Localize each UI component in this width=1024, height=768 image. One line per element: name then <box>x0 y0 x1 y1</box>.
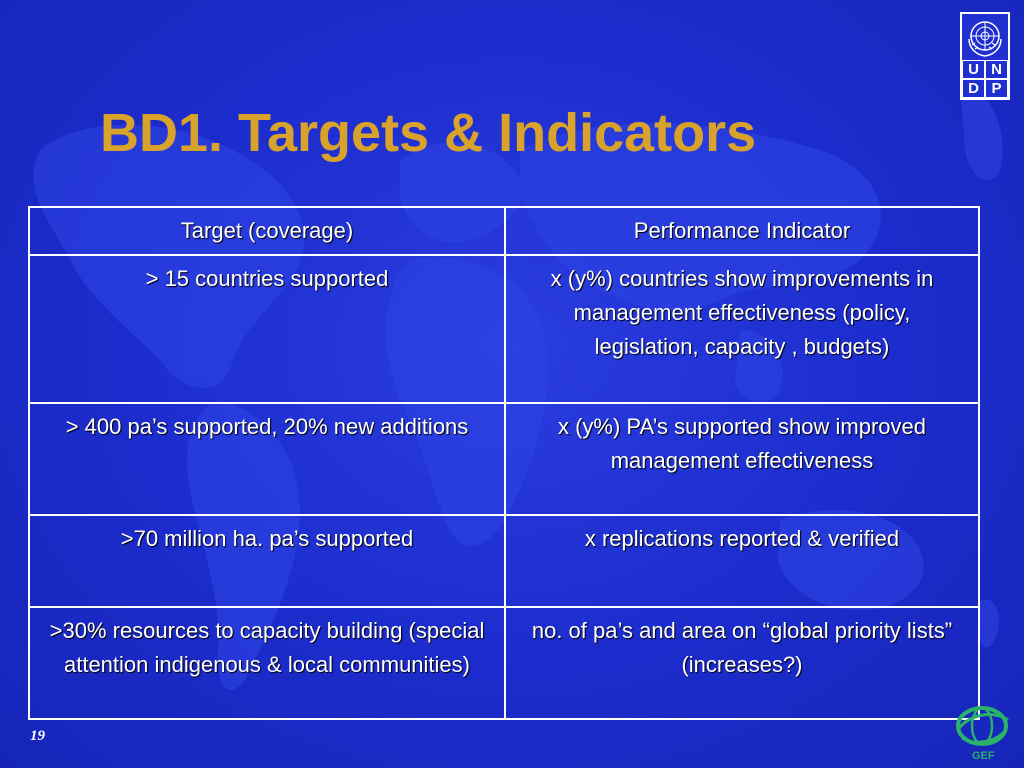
table-row <box>29 515 979 607</box>
indicator-cell: no. of pa’s and area on “global priority lists” (increases?) <box>505 607 979 719</box>
undp-logo <box>960 12 1010 100</box>
indicator-cell: x (y%) countries show improvements in management effectiveness (policy, legislation, capacity , budgets) <box>505 255 979 403</box>
slide-title: BD1. Targets & Indicators <box>100 103 757 163</box>
indicator-cell: x (y%) PA’s supported show improved management effectiveness <box>505 403 979 515</box>
page-number: 19 <box>30 728 45 744</box>
indicator-cell: x replications reported & verified <box>505 515 979 607</box>
target-cell: >30% resources to capacity building (special attention indigenous & local communities) <box>29 607 505 719</box>
undp-letter: P <box>985 79 1008 98</box>
targets-indicators-table <box>28 206 980 720</box>
undp-letter: U <box>962 60 985 79</box>
undp-letter: D <box>962 79 985 98</box>
table-header-row <box>29 207 979 255</box>
header-target-coverage: Target (coverage) <box>29 207 505 255</box>
undp-letter: N <box>985 60 1008 79</box>
target-cell: >70 million ha. pa’s supported <box>29 515 505 607</box>
gef-logo-label: GEF <box>972 750 995 762</box>
undp-letters <box>962 60 1008 98</box>
target-cell: > 400 pa’s supported, 20% new additions <box>29 403 505 515</box>
table-row <box>29 403 979 515</box>
table-row <box>29 255 979 403</box>
un-emblem-icon <box>963 15 1007 59</box>
header-performance-indicator: Performance Indicator <box>505 207 979 255</box>
table-row <box>29 607 979 719</box>
target-cell: > 15 countries supported <box>29 255 505 403</box>
